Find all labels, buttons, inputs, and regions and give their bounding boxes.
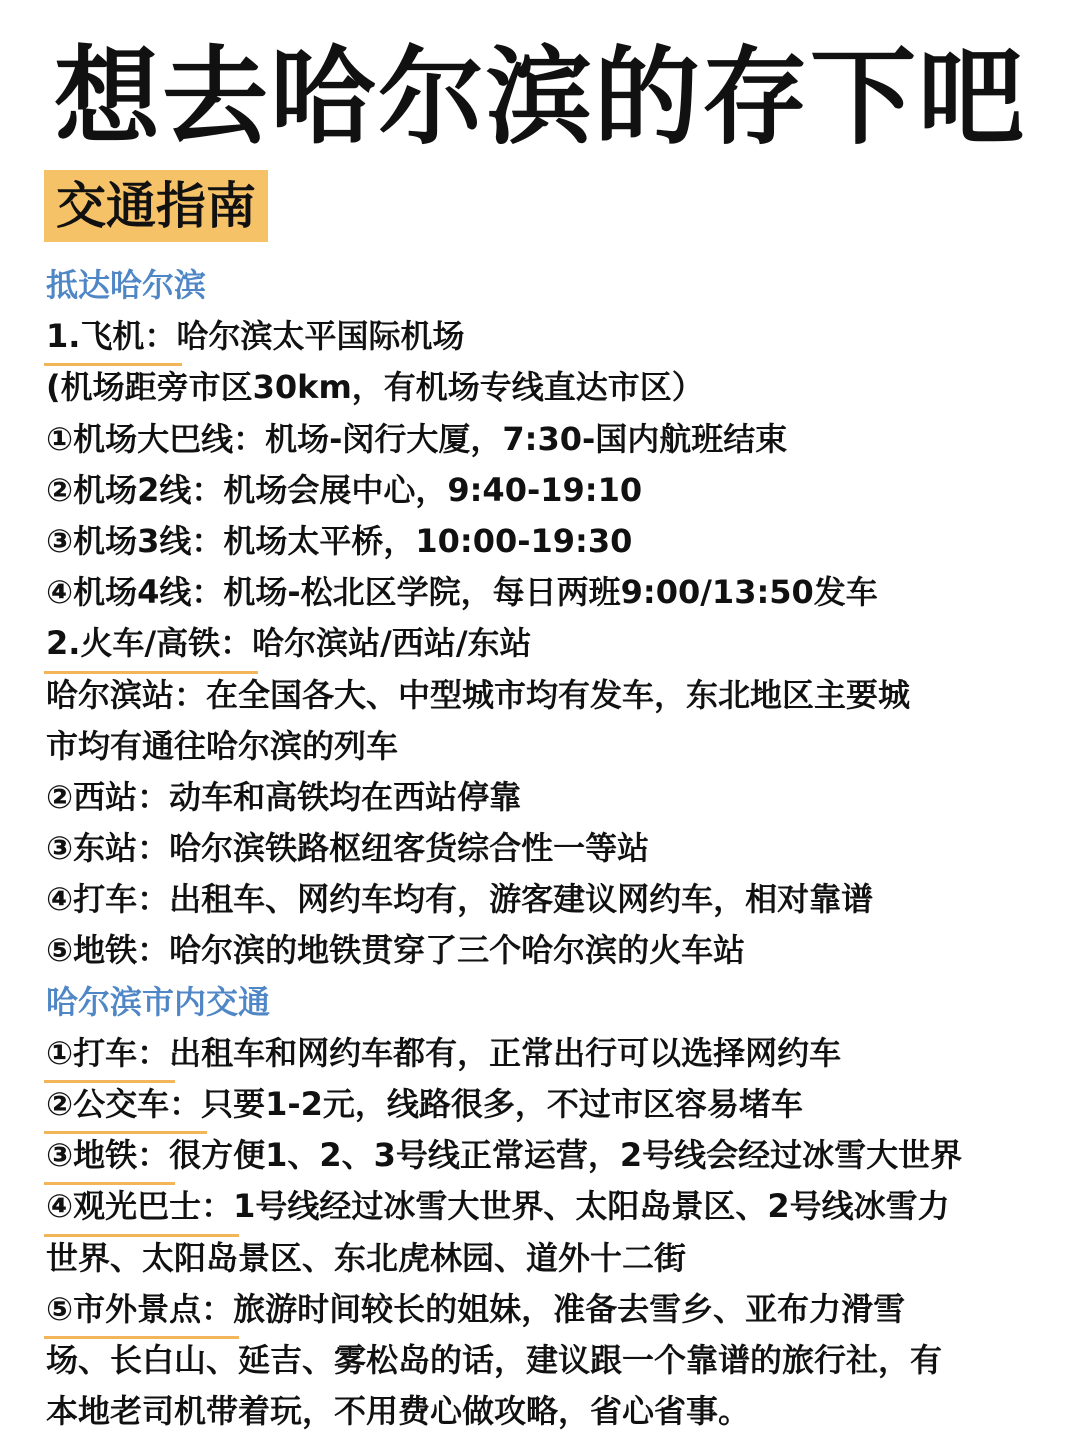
plane-note: (机场距旁市区30km，有机场专线直达市区） xyxy=(46,368,704,407)
city-bus-line xyxy=(46,1079,1056,1130)
train-label: 2.火车/高铁： xyxy=(46,618,252,669)
city-taxi-text: 出租车和网约车都有，正常出行可以选择网约车 xyxy=(169,1033,842,1072)
city-taxi-line xyxy=(46,1028,1056,1079)
city-metro-line xyxy=(46,1130,1056,1181)
city-outer-text-1: 旅游时间较长的姐妹，准备去雪乡、亚布力滑雪 xyxy=(233,1289,906,1328)
city-outer-line-3: 本地老司机带着玩，不用费心做攻略，省心省事。 xyxy=(46,1392,751,1431)
city-metro-label: ③地铁： xyxy=(46,1130,169,1181)
city-tour-line-1 xyxy=(46,1181,1056,1232)
city-metro-text: 很方便1、2、3号线正常运营，2号线会经过冰雪大世界 xyxy=(169,1136,963,1175)
city-outer-label: ⑤市外景点： xyxy=(46,1284,233,1335)
station-east: ③东站：哈尔滨铁路枢纽客货综合性一等站 xyxy=(46,829,650,868)
airport-bus-line-3: ③机场3线：机场太平桥，10:00-19:30 xyxy=(46,521,633,560)
subheading-city-transport: 哈尔滨市内交通 xyxy=(46,982,271,1021)
airport-bus-line-4: ④机场4线：机场-松北区学院，每日两班9:00/13:50发车 xyxy=(46,573,878,612)
arrive-taxi: ④打车：出租车、网约车均有，游客建议网约车，相对靠谱 xyxy=(46,880,874,919)
train-text: 哈尔滨站/西站/东站 xyxy=(252,624,532,663)
page-title: 想去哈尔滨的存下吧 xyxy=(54,36,1026,159)
arrive-metro: ⑤地铁：哈尔滨的地铁贯穿了三个哈尔滨的火车站 xyxy=(46,931,746,970)
station-main-line-1: 哈尔滨站：在全国各大、中型城市均有发车，东北地区主要城 xyxy=(46,675,911,714)
plane-text: 哈尔滨太平国际机场 xyxy=(176,317,465,356)
subheading-arrive: 抵达哈尔滨 xyxy=(46,266,207,304)
section-tag-transport-guide: 交通指南 xyxy=(44,170,268,242)
city-taxi-label: ①打车： xyxy=(46,1028,169,1079)
city-bus-label: ②公交车： xyxy=(46,1079,201,1130)
airport-bus-line-1: ①机场大巴线：机场-闵行大厦，7:30-国内航班结束 xyxy=(46,419,788,458)
city-tour-label: ④观光巴士： xyxy=(46,1181,233,1232)
city-tour-text-1: 1号线经过冰雪大世界、太阳岛景区、2号线冰雪力 xyxy=(233,1187,950,1226)
city-outer-line-1 xyxy=(46,1284,1056,1335)
plane-line xyxy=(46,311,1056,362)
city-bus-text: 只要1-2元，线路很多，不过市区容易堵车 xyxy=(201,1085,803,1123)
train-line xyxy=(46,618,1056,669)
city-outer-line-2: 场、长白山、延吉、雾松岛的话，建议跟一个靠谱的旅行社，有 xyxy=(46,1340,943,1379)
plane-label: 1.飞机： xyxy=(46,311,176,362)
station-main-line-2: 市均有通往哈尔滨的列车 xyxy=(46,726,399,765)
guide-content xyxy=(46,260,1056,1437)
station-west: ②西站：动车和高铁均在西站停靠 xyxy=(46,777,522,816)
airport-bus-line-2: ②机场2线：机场会展中心，9:40-19:10 xyxy=(46,470,643,509)
city-tour-line-2: 世界、太阳岛景区、东北虎林园、道外十二街 xyxy=(46,1238,687,1277)
